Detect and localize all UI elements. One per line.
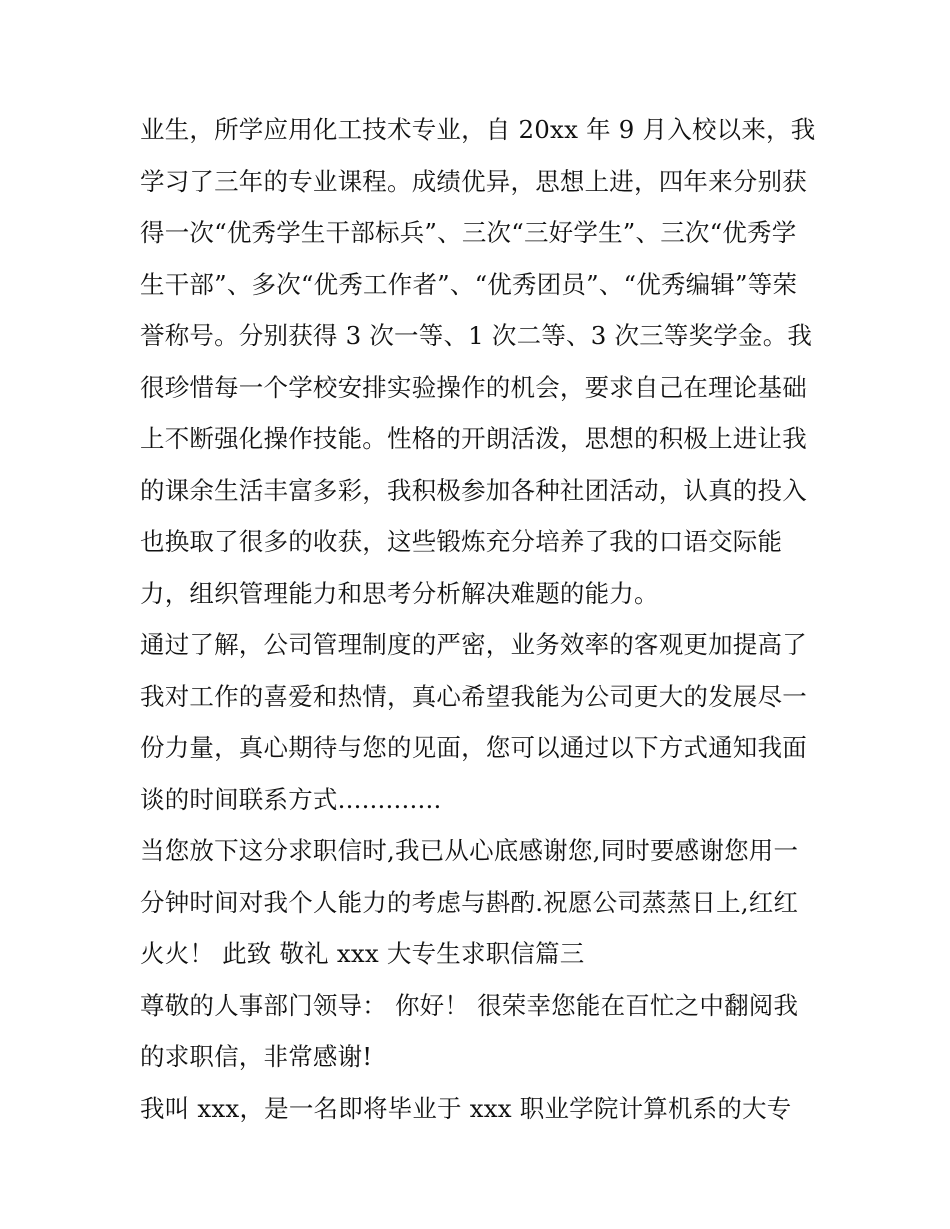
- text-line-2: 学习了三年的专业课程。成绩优异，思想上进，四年来分别获: [140, 166, 807, 196]
- text-line-3: 得一次“优秀学生干部标兵”、三次“三好学生”、三次“优秀学: [140, 218, 797, 247]
- text-line-17: 火火！ 此致 敬礼 xxx 大专生求职信篇三: [140, 939, 585, 968]
- text-line-10: 力，组织管理能力和思考分析解决难题的能力。: [140, 578, 659, 608]
- text-line-5: 誉称号。分别获得 3 次一等、1 次二等、3 次三等奖学金。我: [140, 321, 813, 350]
- text-line-13: 份力量，真心期待与您的见面，您可以通过以下方式通知我面: [140, 733, 807, 762]
- letter-body: [140, 104, 830, 1134]
- text-line-11: 通过了解，公司管理制度的严密，业务效率的客观更加提高了: [140, 630, 807, 659]
- text-line-20: 我叫 xxx，是一名即将毕业于 xxx 职业学院计算机系的大专: [140, 1093, 792, 1123]
- text-line-18: 尊敬的人事部门领导： 你好！ 很荣幸您能在百忙之中翻阅我: [140, 990, 799, 1020]
- text-line-19: 的求职信，非常感谢!: [140, 1042, 373, 1071]
- text-line-14: 谈的时间联系方式.............: [140, 784, 442, 814]
- text-line-1: 业生，所学应用化工技术专业，自 20xx 年 9 月入校以来，我: [140, 115, 816, 144]
- text-line-7: 上不断强化操作技能。性格的开朗活泼，思想的积极上进让我: [140, 424, 807, 453]
- text-line-15: 当您放下这分求职信时,我已从心底感谢您,同时要感谢您用一: [140, 836, 799, 865]
- text-line-6: 很珍惜每一个学校安排实验操作的机会，要求自己在理论基础: [140, 372, 807, 402]
- text-line-9: 也换取了很多的收获，这些锻炼充分培养了我的口语交际能: [140, 527, 783, 556]
- text-line-12: 我对工作的喜爱和热情，真心希望我能为公司更大的发展尽一: [140, 681, 807, 711]
- text-line-16: 分钟时间对我个人能力的考虑与斟酌.祝愿公司蒸蒸日上,红红: [140, 887, 799, 917]
- text-line-8: 的课余生活丰富多彩，我积极参加各种社团活动，认真的投入: [140, 475, 807, 505]
- text-line-4: 生干部”、多次“优秀工作者”、“优秀团员”、“优秀编辑”等荣: [140, 269, 798, 299]
